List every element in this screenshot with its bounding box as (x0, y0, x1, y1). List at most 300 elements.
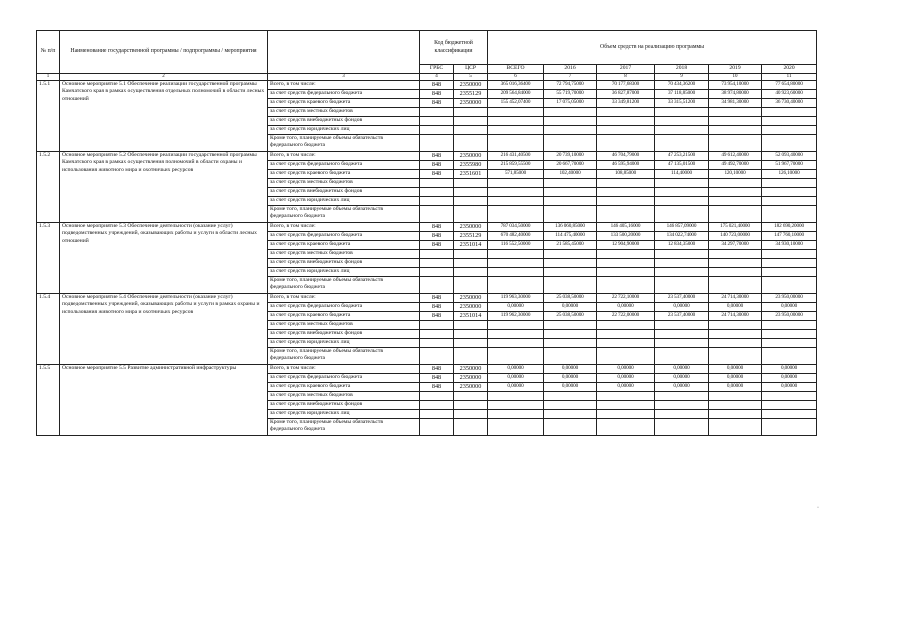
csr-code (454, 410, 488, 419)
grbs-code: 848 (420, 152, 454, 161)
year-amount: 0,00000 (544, 383, 597, 392)
year-amount: 0,00000 (709, 303, 762, 312)
funding-source-label: за счет средств внебюджетных фондов (268, 188, 420, 197)
funding-source-label: за счет средств местных бюджетов (268, 250, 420, 259)
year-amount: 0,00000 (709, 365, 762, 374)
row-number: 1.5.4 (37, 294, 60, 365)
year-amount: 73 954,10000 (709, 81, 762, 90)
csr-code (454, 401, 488, 410)
csr-code: 2350000 (454, 365, 488, 374)
year-amount: 23 537,40000 (655, 294, 709, 303)
year-amount: 70 434,36200 (655, 81, 709, 90)
total-amount: 0,00000 (488, 365, 544, 374)
year-amount (544, 419, 597, 436)
csr-code: 2350000 (454, 303, 488, 312)
year-amount: 0,00000 (762, 383, 817, 392)
year-amount (544, 321, 597, 330)
year-amount (597, 135, 655, 152)
column-number: 2 (60, 74, 268, 81)
year-amount (544, 259, 597, 268)
year-amount: 108,85000 (597, 170, 655, 179)
year-amount (709, 419, 762, 436)
year-amount: 114 475,40000 (544, 232, 597, 241)
stray-mark: · (817, 505, 819, 511)
year-amount (762, 135, 817, 152)
year-amount: 34 930,10000 (762, 241, 817, 250)
funding-source-label: за счет средств внебюджетных фондов (268, 259, 420, 268)
csr-code: 2350000 (454, 383, 488, 392)
year-amount (655, 348, 709, 365)
total-amount (488, 117, 544, 126)
total-amount (488, 179, 544, 188)
year-amount (544, 250, 597, 259)
funding-source-label: за счет средств местных бюджетов (268, 392, 420, 401)
year-amount (709, 188, 762, 197)
total-amount: 116 552,50000 (488, 241, 544, 250)
year-amount (655, 126, 709, 135)
year-amount (762, 392, 817, 401)
total-amount (488, 197, 544, 206)
funding-source-label: за счет средств краевого бюджета (268, 99, 420, 108)
year-amount: 0,00000 (655, 374, 709, 383)
funding-source-label: Всего, в том числе: (268, 152, 420, 161)
program-funding-table-sheet (36, 30, 817, 436)
year-amount (655, 392, 709, 401)
year-amount (709, 250, 762, 259)
funding-source-label: за счет средств федерального бюджета (268, 161, 420, 170)
csr-code: 2351014 (454, 241, 488, 250)
year-amount: 20 739,10000 (544, 152, 597, 161)
year-amount (762, 108, 817, 117)
year-amount (709, 206, 762, 223)
year-amount: 21 585,45000 (544, 241, 597, 250)
year-amount: 40 923,60000 (762, 90, 817, 99)
csr-code: 2355129 (454, 90, 488, 99)
year-amount (655, 401, 709, 410)
total-amount: 0,00000 (488, 303, 544, 312)
year-amount: 182 690,20000 (762, 223, 817, 232)
year-amount: 38 974,80000 (709, 90, 762, 99)
csr-code (454, 392, 488, 401)
year-amount: 12 904,90000 (597, 241, 655, 250)
funding-source-label: за счет средств местных бюджетов (268, 321, 420, 330)
year-amount: 49 612,40000 (709, 152, 762, 161)
csr-code: 2350000 (454, 223, 488, 232)
activity-title: Основное мероприятие 5.1 Обеспечение реализации государственной программы Камчатского края в рамках осуществления отдельных полномочий в области лесных отношений (60, 81, 268, 152)
year-amount (655, 188, 709, 197)
column-number: 1 (37, 74, 60, 81)
year-amount: 147 760,10000 (762, 232, 817, 241)
year-amount (597, 250, 655, 259)
year-amount: 46 595,94000 (597, 161, 655, 170)
year-amount (762, 197, 817, 206)
year-amount: 49 492,70000 (709, 161, 762, 170)
year-amount: 36 730,40000 (762, 99, 817, 108)
csr-code: 2350000 (454, 152, 488, 161)
year-amount: 0,00000 (655, 365, 709, 374)
funding-source-label: Всего, в том числе: (268, 223, 420, 232)
grbs-code: 848 (420, 81, 454, 90)
csr-code: 2351601 (454, 170, 488, 179)
year-amount: 25 038,50000 (544, 312, 597, 321)
csr-code (454, 339, 488, 348)
grbs-code (420, 108, 454, 117)
year-amount (709, 392, 762, 401)
year-amount: 0,00000 (709, 374, 762, 383)
year-amount (597, 268, 655, 277)
year-amount: 136 060,85000 (544, 223, 597, 232)
year-amount (709, 117, 762, 126)
header-total: ВСЕГО (488, 65, 544, 74)
year-amount: 22 722,00000 (597, 312, 655, 321)
funding-source-label: Кроме того, планируемые объемы обязательств федерального бюджета (268, 419, 420, 436)
year-amount (597, 259, 655, 268)
column-number: 3 (268, 74, 420, 81)
grbs-code: 848 (420, 90, 454, 99)
year-amount: 55 719,70000 (544, 90, 597, 99)
total-amount (488, 259, 544, 268)
total-amount (488, 401, 544, 410)
csr-code: 2351014 (454, 312, 488, 321)
year-amount: 24 714,30000 (709, 294, 762, 303)
year-amount (544, 268, 597, 277)
grbs-code (420, 419, 454, 436)
year-amount: 0,00000 (544, 303, 597, 312)
funding-source-label: Всего, в том числе: (268, 81, 420, 90)
header-year: 2017 (597, 65, 655, 74)
grbs-code (420, 348, 454, 365)
year-amount (655, 179, 709, 188)
csr-code (454, 250, 488, 259)
grbs-code (420, 206, 454, 223)
total-amount (488, 392, 544, 401)
csr-code (454, 135, 488, 152)
year-amount (597, 188, 655, 197)
year-amount (544, 392, 597, 401)
year-amount (597, 330, 655, 339)
year-amount: 33 349,81200 (597, 99, 655, 108)
column-number: 11 (762, 74, 817, 81)
year-amount: 12 834,35000 (655, 241, 709, 250)
funding-source-label: Кроме того, планируемые объемы обязательств федерального бюджета (268, 277, 420, 294)
grbs-code (420, 330, 454, 339)
total-amount: 216 431,40500 (488, 152, 544, 161)
year-amount: 0,00000 (597, 383, 655, 392)
year-amount (762, 321, 817, 330)
grbs-code: 848 (420, 365, 454, 374)
year-amount (709, 277, 762, 294)
csr-code: 2355129 (454, 232, 488, 241)
year-amount: 33 315,51200 (655, 99, 709, 108)
total-amount (488, 348, 544, 365)
csr-code (454, 348, 488, 365)
grbs-code: 848 (420, 223, 454, 232)
total-amount: 209 564,84000 (488, 90, 544, 99)
year-amount (709, 330, 762, 339)
table-row (37, 81, 817, 90)
year-amount (597, 392, 655, 401)
funding-source-label: за счет средств местных бюджетов (268, 179, 420, 188)
grbs-code (420, 392, 454, 401)
total-amount: 215 859,55500 (488, 161, 544, 170)
csr-code (454, 321, 488, 330)
column-number: 5 (454, 74, 488, 81)
header-year: 2020 (762, 65, 817, 74)
year-amount (544, 117, 597, 126)
year-amount (655, 250, 709, 259)
year-amount (655, 277, 709, 294)
funding-source-label: за счет средств краевого бюджета (268, 170, 420, 179)
total-amount (488, 339, 544, 348)
year-amount: 37 118,85000 (655, 90, 709, 99)
total-amount: 155 452,07400 (488, 99, 544, 108)
total-amount (488, 126, 544, 135)
csr-code (454, 197, 488, 206)
year-amount (544, 401, 597, 410)
grbs-code (420, 401, 454, 410)
funding-source-label: за счет средств краевого бюджета (268, 241, 420, 250)
header-blank (268, 31, 420, 74)
year-amount (709, 410, 762, 419)
year-amount (655, 321, 709, 330)
csr-code (454, 108, 488, 117)
year-amount (544, 410, 597, 419)
funding-source-label: за счет средств юридических лиц (268, 197, 420, 206)
year-amount (762, 277, 817, 294)
year-amount: 0,00000 (544, 365, 597, 374)
csr-code (454, 206, 488, 223)
total-amount: 571,85000 (488, 170, 544, 179)
year-amount (762, 250, 817, 259)
total-amount (488, 188, 544, 197)
year-amount: 52 093,40000 (762, 152, 817, 161)
grbs-code (420, 179, 454, 188)
year-amount (709, 259, 762, 268)
year-amount: 175 021,40000 (709, 223, 762, 232)
total-amount (488, 410, 544, 419)
grbs-code (420, 126, 454, 135)
header-name: Наименование государственной программы / подпрограммы / мероприятия (60, 31, 268, 74)
year-amount (597, 126, 655, 135)
funding-source-label: Всего, в том числе: (268, 294, 420, 303)
funding-source-label: за счет средств федерального бюджета (268, 90, 420, 99)
csr-code (454, 419, 488, 436)
funding-source-label: за счет средств федерального бюджета (268, 303, 420, 312)
year-amount: 36 827,87000 (597, 90, 655, 99)
grbs-code: 848 (420, 170, 454, 179)
grbs-code (420, 268, 454, 277)
year-amount (709, 179, 762, 188)
year-amount (762, 188, 817, 197)
total-amount: 787 034,50000 (488, 223, 544, 232)
program-funding-table (36, 30, 817, 436)
activity-title: Основное мероприятие 5.5 Развитие административной инфраструктуры (60, 365, 268, 436)
funding-source-label: за счет средств федерального бюджета (268, 374, 420, 383)
grbs-code (420, 339, 454, 348)
row-number: 1.5.2 (37, 152, 60, 223)
csr-code (454, 188, 488, 197)
header-funding: Объем средств на реализацию программы (488, 31, 817, 65)
csr-code (454, 259, 488, 268)
funding-source-label: за счет средств местных бюджетов (268, 108, 420, 117)
column-number-row (37, 74, 817, 81)
year-amount: 0,00000 (597, 303, 655, 312)
year-amount (655, 135, 709, 152)
header-num: № п/п (37, 31, 60, 74)
table-row (37, 365, 817, 374)
column-number: 8 (597, 74, 655, 81)
year-amount: 146 405,16000 (597, 223, 655, 232)
column-number: 6 (488, 74, 544, 81)
funding-source-label: за счет средств краевого бюджета (268, 312, 420, 321)
year-amount: 51 967,70000 (762, 161, 817, 170)
year-amount: 23 950,00000 (762, 294, 817, 303)
year-amount (709, 135, 762, 152)
year-amount (655, 330, 709, 339)
year-amount (709, 339, 762, 348)
csr-code (454, 330, 488, 339)
header-code: Код бюджетной классификации (420, 31, 488, 65)
year-amount (762, 339, 817, 348)
year-amount (762, 348, 817, 365)
funding-source-label: Всего, в том числе: (268, 365, 420, 374)
year-amount (544, 108, 597, 117)
csr-code (454, 126, 488, 135)
funding-source-label: Кроме того, планируемые объемы обязательств федерального бюджета (268, 135, 420, 152)
year-amount (544, 135, 597, 152)
year-amount: 34 297,70000 (709, 241, 762, 250)
year-amount: 0,00000 (762, 374, 817, 383)
year-amount: 0,00000 (597, 365, 655, 374)
grbs-code: 848 (420, 232, 454, 241)
year-amount: 23 537,40000 (655, 312, 709, 321)
year-amount (544, 179, 597, 188)
year-amount: 0,00000 (597, 374, 655, 383)
year-amount (655, 108, 709, 117)
total-amount: 119 963,30000 (488, 294, 544, 303)
year-amount (709, 348, 762, 365)
funding-source-label: за счет средств внебюджетных фондов (268, 401, 420, 410)
total-amount: 0,00000 (488, 383, 544, 392)
year-amount (762, 419, 817, 436)
year-amount (762, 179, 817, 188)
year-amount (762, 268, 817, 277)
grbs-code (420, 250, 454, 259)
csr-code: 2355980 (454, 161, 488, 170)
year-amount: 140 723,00000 (709, 232, 762, 241)
year-amount (544, 330, 597, 339)
grbs-code: 848 (420, 312, 454, 321)
year-amount (597, 197, 655, 206)
year-amount: 23 950,00000 (762, 312, 817, 321)
column-number: 9 (655, 74, 709, 81)
total-amount: 365 016,36400 (488, 81, 544, 90)
csr-code: 2350000 (454, 81, 488, 90)
year-amount: 20 667,70000 (544, 161, 597, 170)
grbs-code: 848 (420, 374, 454, 383)
year-amount (597, 401, 655, 410)
grbs-code: 848 (420, 241, 454, 250)
row-number: 1.5.3 (37, 223, 60, 294)
funding-source-label: за счет средств юридических лиц (268, 268, 420, 277)
total-amount: 119 962,30000 (488, 312, 544, 321)
year-amount: 34 981,30000 (709, 99, 762, 108)
year-amount (544, 126, 597, 135)
grbs-code (420, 321, 454, 330)
year-amount: 102,40000 (544, 170, 597, 179)
total-amount (488, 135, 544, 152)
grbs-code (420, 410, 454, 419)
year-amount (762, 330, 817, 339)
year-amount (709, 197, 762, 206)
year-amount (655, 268, 709, 277)
total-amount (488, 206, 544, 223)
funding-source-label: за счет средств федерального бюджета (268, 232, 420, 241)
activity-title: Основное мероприятие 5.3 Обеспечение деятельности (оказание услуг) подведомственных учреждений, оказывающих работы и услуги в области лесных отношений (60, 223, 268, 294)
year-amount (597, 348, 655, 365)
year-amount: 134 022,74000 (655, 232, 709, 241)
year-amount: 70 177,68300 (597, 81, 655, 90)
year-amount (597, 277, 655, 294)
year-amount (655, 259, 709, 268)
year-amount (544, 277, 597, 294)
year-amount: 0,00000 (544, 374, 597, 383)
year-amount: 0,00000 (655, 303, 709, 312)
grbs-code (420, 135, 454, 152)
year-amount: 126,10000 (762, 170, 817, 179)
funding-source-label: за счет средств внебюджетных фондов (268, 330, 420, 339)
column-number: 7 (544, 74, 597, 81)
year-amount: 133 500,20000 (597, 232, 655, 241)
funding-source-label: за счет средств юридических лиц (268, 339, 420, 348)
table-row (37, 152, 817, 161)
year-amount (655, 197, 709, 206)
total-amount (488, 321, 544, 330)
year-amount: 77 654,80000 (762, 81, 817, 90)
year-amount: 0,00000 (709, 383, 762, 392)
year-amount (655, 419, 709, 436)
year-amount (709, 126, 762, 135)
year-amount (762, 117, 817, 126)
csr-code (454, 117, 488, 126)
year-amount (597, 117, 655, 126)
year-amount (762, 401, 817, 410)
funding-source-label: Кроме того, планируемые объемы обязательств федерального бюджета (268, 206, 420, 223)
grbs-code (420, 117, 454, 126)
grbs-code: 848 (420, 303, 454, 312)
year-amount (762, 206, 817, 223)
year-amount (544, 348, 597, 365)
total-amount: 670 482,40000 (488, 232, 544, 241)
year-amount (544, 206, 597, 223)
total-amount (488, 330, 544, 339)
grbs-code: 848 (420, 99, 454, 108)
grbs-code: 848 (420, 294, 454, 303)
year-amount (655, 206, 709, 223)
year-amount (762, 410, 817, 419)
csr-code (454, 268, 488, 277)
year-amount (709, 321, 762, 330)
year-amount: 25 038,50000 (544, 294, 597, 303)
year-amount (762, 259, 817, 268)
grbs-code (420, 197, 454, 206)
header-grbs: ГРБС (420, 65, 454, 74)
grbs-code: 848 (420, 383, 454, 392)
year-amount: 0,00000 (655, 383, 709, 392)
header-csr: ЦСР (454, 65, 488, 74)
grbs-code: 848 (420, 161, 454, 170)
header-year: 2018 (655, 65, 709, 74)
